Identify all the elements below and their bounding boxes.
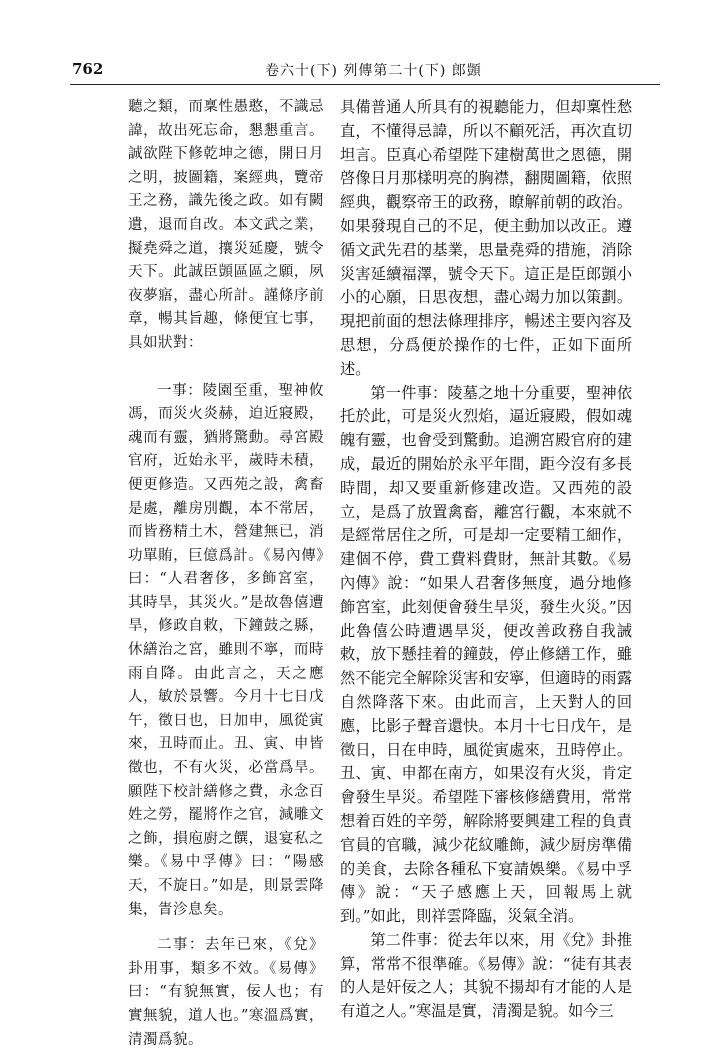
- translation-paragraph: 第二件事：從去年以來，用《兌》卦推算，常常不很準確。《易傳》說：“徒有其表的人是奸佞之人；其貌不揚却有才能的人是有道之人。”寒温是實，清濁是貌。如今三: [340, 930, 632, 1021]
- header-rule: [70, 84, 660, 85]
- translation-paragraph: 第一件事：陵墓之地十分重要，聖神依托於此，可是災火烈焰，逼近寢殿，假如魂魄有靈，也會受到驚動。追溯宮殿官府的建成，最近的開始於永平年間，距今沒有多長時間，却又要重新修建改造。又西苑的設立，是爲了放置禽畜，離宮行觀，本來就不是經常居住之所，可是却一定要精工細作，建個不停，費工費料費財，無計其數。《易內傳》說：“如果人君奢侈無度，過分地修飾宮室，此刻便會發生旱災，發生火災。”因此魯僖公時遭遇旱災，便改善政務自我誡敕，放下懸挂着的鐘鼓，停止修繕工作，雖然不能完全解除災害和安寧，但適時的雨露自然降落下來。由此而言，上天對人的回應，比影子聲音還快。本月十七日戊午，是徵日，日在申時，風從寅處來，丑時停止。丑、寅、申都在南方，如果沒有火災，肯定會發生旱災。希望陛下審核修繕費用，常常想着百姓的辛勞，解除將要興建工程的負責官員的官職，減少花紋雕飾，減少厨房準備的美食，去除各種私下宴請娛樂。《易中孚傳》說：“天子感應上天，回報馬上就到。”如此，則祥雲降臨，災氣全消。: [340, 383, 632, 926]
- original-paragraph: 二事：去年已來，《兌》卦用事，類多不效。《易傳》曰：“有貌無實，佞人也；有實無貌，道人也。”寒溫爲實，清濁爲貌。: [128, 937, 324, 1048]
- original-paragraph: 聽之類，而稟性愚憨，不識忌諱，故出死忘命，懇懇重言。誠欲陛下修乾坤之德，開日月之明，披圖籍，案經典，覽帝王之務，識先後之政。如有闕遺，退而自改。本文武之業，擬堯舜之道，攘災延慶，號令天下。此誠臣顗區區之願，夙夜夢寤，盡心所計。謹條序前章，暢其旨趣，條便宜七事，具如狀對：: [128, 99, 324, 351]
- original-text-column: [128, 96, 324, 1052]
- translation-column: [340, 96, 632, 1024]
- page-number: 762: [72, 60, 104, 78]
- original-paragraph: 一事：陵園至重，聖神攸馮，而災火炎赫，迫近寢殿，魂而有靈，猶將驚動。尋宮殿官府，近始永平，歲時未積，便更修造。又西苑之設，禽畜是處，離房別觀，本不常居，而皆務精土木，營建無已，消功單賄，巨億爲計。《易內傳》曰：“人君奢侈，多飾宮室，其時旱，其災火。”是故魯僖遭旱，修政自敕，下鐘鼓之縣，休繕治之宮，雖則不寧，而時雨自降。由此言之，天之應人，敏於景響。今月十七日戊午，徵日也，日加申，風從寅來，丑時而止。丑、寅、申皆徵也，不有火災，必當爲旱。願陛下校計繕修之費，永念百姓之勞，罷將作之官，減雕文之飾，損庖廚之饌，退宴私之樂。《易中孚傳》曰：“陽感天，不旋日。”如是，則景雲降集，眚沴息矣。: [128, 382, 324, 918]
- translation-paragraph: 具備普通人所具有的視聽能力，但却稟性愁直，不懂得忌諱，所以不顧死活，再次直切坦言。臣真心希望陛下建樹萬世之恩德，開啓像日月那樣明亮的胸襟，翻閱圖籍，依照經典，觀察帝王的政務，瞭解前朝的政治。如果發現自己的不足，便主動加以改正。遵循文武先君的基業，思量堯舜的措施，消除災害延續福澤，號令天下。這正是臣郎顗小小的心願，日思夜想，盡心竭力加以策劃。現把前面的想法條理排序，暢述主要內容及思想，分爲便於操作的七件，正如下面所述。: [340, 98, 632, 378]
- running-title: 卷六十(下) 列傳第二十(下) 郎顗: [265, 63, 482, 79]
- page-header: [0, 58, 716, 84]
